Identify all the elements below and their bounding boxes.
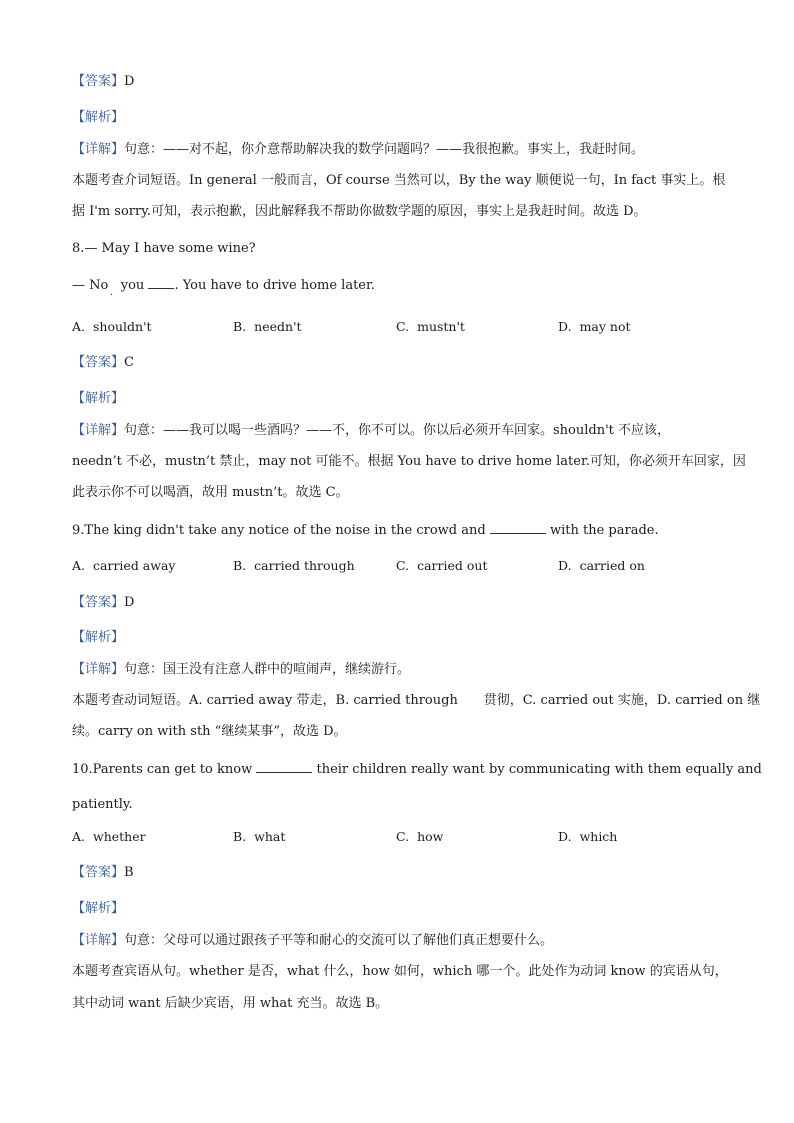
answer-label: 【答案】 [72,74,125,89]
q10-detail: 句意：父母可以通过跟孩子平等和耐心的交流可以了解他们真正想要什么。 [124,933,554,948]
q9-option-a: A. carried away [72,558,176,573]
q10-detail-line [72,932,553,950]
detail-label: 【详解】 [72,142,125,157]
q10-option-c: C. how [396,829,444,844]
small-dot-mark: · [110,290,114,301]
q10-explanation-line-3: 其中动词 want 后缺少宾语，用 what 充当。故选 B。 [72,996,389,1011]
detail-label: 【详解】 [72,423,125,438]
answer-label: 【答案】 [72,865,125,880]
q8-answer: C [124,355,134,370]
detail-label: 【详解】 [72,662,125,677]
q7-detail-line [72,141,644,159]
q7-explanation-line-3: 据 I'm sorry.可知，表示抱歉，因此解释我不帮助你做数学题的原因，事实上是我赶时间。故选 D。 [72,204,647,219]
q10-option-b: B. what [233,829,286,844]
q10-stem-line-2: patiently. [72,797,133,812]
q10-answer: B [124,865,134,880]
q10-option-a: A. whether [72,829,146,844]
q9-detail: 句意：国王没有注意人群中的喧闹声，继续游行。 [124,662,411,677]
q10-option-d: D. which [558,829,618,844]
q10-stem-line-1: 10.Parents can get to know their children really want by communicating with them equally and [72,762,762,777]
q8-explanation-line-3: 此表示你不可以喝酒，故用 mustn’t。故选 C。 [72,485,349,500]
q10-analysis-label: 【解析】 [72,901,125,916]
q9-option-b: B. carried through [233,558,355,573]
answer-label: 【答案】 [72,355,125,370]
q10-explanation-line-2: 本题考查宾语从句。whether 是否，what 什么，how 如何，which 哪一个。此处作为动词 know 的宾语从句， [72,964,728,979]
q10-answer-line [72,864,134,882]
q9-stem: 9.The king didn't take any notice of the noise in the crowd and with the parade. [72,523,659,538]
q9-detail-line [72,661,410,679]
q9-analysis-label: 【解析】 [72,630,125,645]
q9-option-c: C. carried out [396,558,488,573]
q9-explanation-line-2: 本题考查动词短语。A. carried away 带走，B. carried through 贯彻，C. carried out 实施，D. carried on 继 [72,693,761,708]
q8-detail-line [72,422,670,440]
q8-option-a: A. shouldn't [72,319,152,334]
q10-blank [256,760,312,773]
q9-answer: D [124,595,135,610]
q8-option-c: C. mustn't [396,319,465,334]
q7-detail: 句意：——对不起，你介意帮助解决我的数学问题吗？——我很抱歉。事实上，我赶时间。 [124,142,645,157]
q7-analysis-label: 【解析】 [72,110,125,125]
q8-option-d: D. may not [558,319,631,334]
q8-answer-line [72,354,134,372]
q9-answer-line [72,594,134,612]
q7-explanation-line-2: 本题考查介词短语。In general 一般而言，Of course 当然可以，By the way 顺便说一句，In fact 事实上。根 [72,173,726,188]
q8-option-b: B. needn't [233,319,302,334]
q8-stem-line-1: 8.— May I have some wine? [72,241,256,256]
answer-label: 【答案】 [72,595,125,610]
q7-answer-line [72,73,134,91]
q9-blank [490,521,546,534]
q8-stem-line-2: — No you . You have to drive home later. [72,278,375,293]
detail-label: 【详解】 [72,933,125,948]
q9-explanation-line-3: 续。carry on with sth “继续某事”，故选 D。 [72,724,347,739]
q8-analysis-label: 【解析】 [72,391,125,406]
q8-blank [148,276,174,289]
q9-option-d: D. carried on [558,558,645,573]
q7-answer: D [124,74,135,89]
q8-detail: 句意：——我可以喝一些酒吗？——不，你不可以。你以后必须开车回家。shouldn't 不应该， [124,423,671,438]
q8-explanation-line-2: needn’t 不必，mustn’t 禁止，may not 可能不。根据 You have to drive home later.可知，你必须开车回家，因 [72,454,746,469]
